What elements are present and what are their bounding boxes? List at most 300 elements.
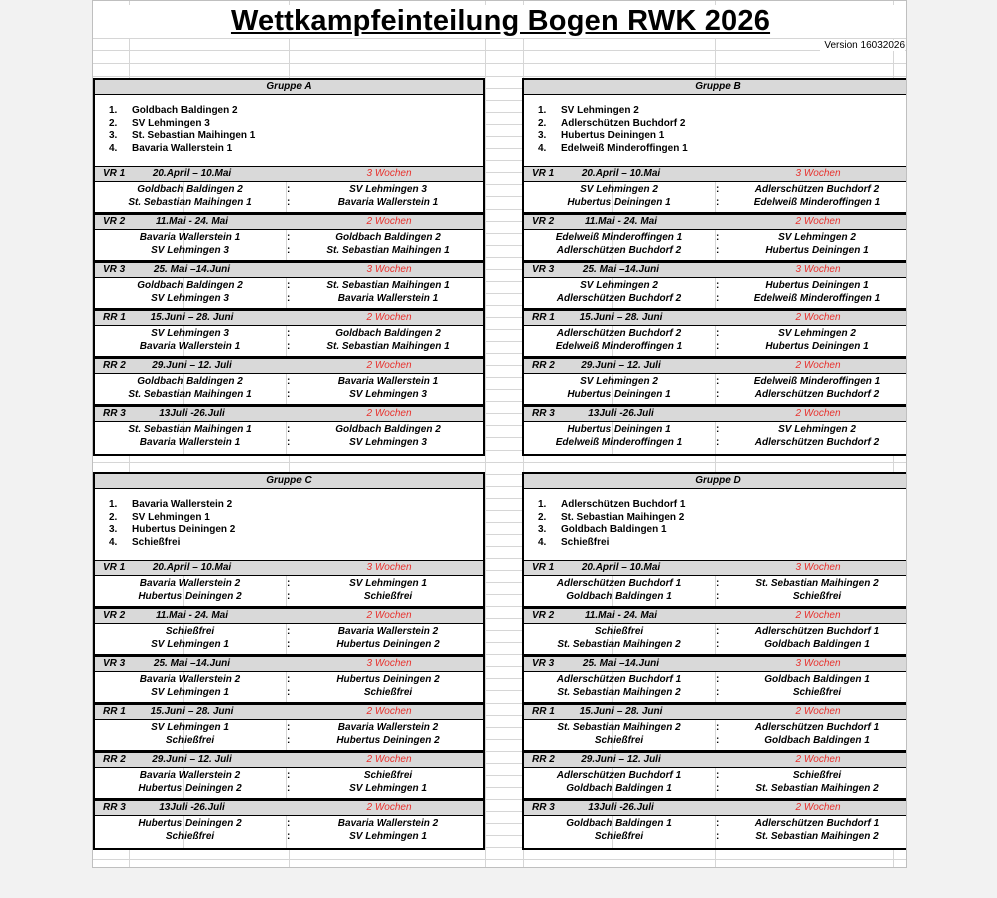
page-title: Wettkampfeinteilung Bogen RWK 2026 xyxy=(93,5,907,38)
round-header xyxy=(524,560,907,576)
team-list-item xyxy=(524,130,907,142)
round-header xyxy=(524,262,907,278)
round-label: VR 3 xyxy=(103,658,126,669)
round-label: VR 3 xyxy=(532,264,555,275)
home-team: Bavaria Wallerstein 1 xyxy=(139,232,241,243)
home-team: Hubertus Deiningen 2 xyxy=(138,591,242,602)
version-label: Version 16032026 xyxy=(820,40,905,51)
home-team: SV Lehmingen 2 xyxy=(580,280,658,291)
round-weeks: 2 Wochen xyxy=(795,802,841,813)
round-header xyxy=(95,608,483,624)
team-list-item xyxy=(524,537,907,549)
versus-separator: : xyxy=(716,424,720,435)
match-row xyxy=(95,721,483,734)
round-header xyxy=(524,214,907,230)
team-rank: 2. xyxy=(538,511,547,523)
match-row xyxy=(95,686,483,699)
away-team: SV Lehmingen 2 xyxy=(778,328,856,339)
home-team: Schießfrei xyxy=(165,831,215,842)
match-row xyxy=(95,292,483,305)
versus-separator: : xyxy=(716,197,720,208)
away-team: SV Lehmingen 3 xyxy=(349,389,427,400)
round-label: RR 1 xyxy=(532,312,555,323)
round-weeks: 3 Wochen xyxy=(795,264,841,275)
match-row xyxy=(95,734,483,747)
away-team: Schießfrei xyxy=(792,770,842,781)
round-weeks: 2 Wochen xyxy=(795,216,841,227)
match-row xyxy=(524,721,907,734)
team-rank: 3. xyxy=(538,130,547,141)
away-team: Hubertus Deiningen 2 xyxy=(336,735,440,746)
round-dates: 11.Mai - 24. Mai xyxy=(584,610,658,621)
versus-separator: : xyxy=(287,280,291,291)
home-team: Schießfrei xyxy=(594,626,644,637)
away-team: Schießfrei xyxy=(363,591,413,602)
match-row xyxy=(524,638,907,651)
versus-separator: : xyxy=(287,245,291,256)
match-row xyxy=(524,292,907,305)
home-team: Adlerschützen Buchdorf 2 xyxy=(556,245,682,256)
versus-separator: : xyxy=(287,639,291,650)
team-name: Edelweiß Minderoffingen 1 xyxy=(561,142,688,154)
versus-separator: : xyxy=(716,722,720,733)
home-team: Bavaria Wallerstein 2 xyxy=(139,770,241,781)
match-row xyxy=(524,327,907,340)
round-weeks: 3 Wochen xyxy=(366,264,412,275)
match-row xyxy=(524,817,907,830)
match-row xyxy=(524,830,907,843)
home-team: SV Lehmingen 3 xyxy=(151,293,229,304)
away-team: Goldbach Baldingen 2 xyxy=(335,328,441,339)
match-row xyxy=(524,183,907,196)
versus-separator: : xyxy=(716,578,720,589)
home-team: SV Lehmingen 2 xyxy=(580,376,658,387)
gridline-h xyxy=(93,859,907,860)
round-label: RR 2 xyxy=(103,360,126,371)
team-list-item xyxy=(95,105,483,117)
round-dates: 20.April – 10.Mai xyxy=(581,168,661,179)
round-weeks: 2 Wochen xyxy=(366,754,412,765)
versus-separator: : xyxy=(287,437,291,448)
away-team: Hubertus Deiningen 2 xyxy=(336,639,440,650)
versus-separator: : xyxy=(287,591,291,602)
round-header xyxy=(95,214,483,230)
away-team: St. Sebastian Maihingen 1 xyxy=(326,245,450,256)
versus-separator: : xyxy=(716,770,720,781)
match-row xyxy=(524,375,907,388)
gridline-h xyxy=(93,38,907,39)
round-label: RR 3 xyxy=(532,802,555,813)
home-team: Bavaria Wallerstein 2 xyxy=(139,674,241,685)
home-team: Bavaria Wallerstein 1 xyxy=(139,341,241,352)
round-dates: 29.Juni – 12. Juli xyxy=(152,360,232,371)
team-name: SV Lehmingen 1 xyxy=(132,511,210,523)
round-weeks: 2 Wochen xyxy=(366,360,412,371)
round-weeks: 2 Wochen xyxy=(366,706,412,717)
team-rank: 4. xyxy=(538,536,547,548)
home-team: SV Lehmingen 1 xyxy=(151,687,229,698)
versus-separator: : xyxy=(716,245,720,256)
versus-separator: : xyxy=(287,687,291,698)
home-team: St. Sebastian Maihingen 2 xyxy=(557,639,681,650)
away-team: Bavaria Wallerstein 1 xyxy=(337,293,439,304)
versus-separator: : xyxy=(716,389,720,400)
versus-separator: : xyxy=(716,735,720,746)
group-header: Gruppe D xyxy=(524,474,907,489)
home-team: Hubertus Deiningen 1 xyxy=(567,424,671,435)
round-label: RR 2 xyxy=(103,754,126,765)
match-row xyxy=(95,388,483,401)
away-team: SV Lehmingen 1 xyxy=(349,831,427,842)
team-list-item xyxy=(524,499,907,511)
round-label: RR 3 xyxy=(103,802,126,813)
round-label: VR 3 xyxy=(103,264,126,275)
round-weeks: 2 Wochen xyxy=(795,408,841,419)
round-dates: 25. Mai –14.Juni xyxy=(153,658,231,669)
team-name: Hubertus Deiningen 2 xyxy=(132,524,236,535)
versus-separator: : xyxy=(716,639,720,650)
round-weeks: 3 Wochen xyxy=(366,658,412,669)
team-name: St. Sebastian Maihingen 1 xyxy=(132,130,256,141)
away-team: Hubertus Deiningen 1 xyxy=(765,341,869,352)
round-header xyxy=(95,560,483,576)
home-team: SV Lehmingen 3 xyxy=(151,245,229,256)
away-team: Schießfrei xyxy=(792,687,842,698)
round-dates: 13Juli -26.Juli xyxy=(588,802,654,813)
away-team: Hubertus Deiningen 1 xyxy=(765,245,869,256)
round-weeks: 2 Wochen xyxy=(366,610,412,621)
group-table xyxy=(93,78,485,456)
away-team: SV Lehmingen 3 xyxy=(349,184,427,195)
round-label: VR 1 xyxy=(103,168,126,179)
round-header xyxy=(524,752,907,768)
team-rank: 4. xyxy=(538,142,547,154)
round-header xyxy=(95,752,483,768)
home-team: St. Sebastian Maihingen 1 xyxy=(128,197,252,208)
round-header xyxy=(524,166,907,182)
match-row xyxy=(524,244,907,257)
match-row xyxy=(95,577,483,590)
home-team: Hubertus Deiningen 1 xyxy=(567,389,671,400)
versus-separator: : xyxy=(287,674,291,685)
group-table xyxy=(522,78,907,456)
versus-separator: : xyxy=(287,424,291,435)
away-team: Bavaria Wallerstein 2 xyxy=(337,722,439,733)
round-weeks: 3 Wochen xyxy=(366,562,412,573)
versus-separator: : xyxy=(287,578,291,589)
team-name: Schießfrei xyxy=(561,536,610,548)
team-rank: 2. xyxy=(109,117,118,129)
away-team: St. Sebastian Maihingen 2 xyxy=(755,783,879,794)
round-dates: 25. Mai –14.Juni xyxy=(153,264,231,275)
home-team: St. Sebastian Maihingen 1 xyxy=(128,424,252,435)
gridline-h xyxy=(93,50,907,51)
match-row xyxy=(524,279,907,292)
team-list-item xyxy=(95,499,483,511)
match-row xyxy=(95,769,483,782)
team-rank: 3. xyxy=(538,524,547,535)
match-row xyxy=(524,196,907,209)
round-label: RR 3 xyxy=(532,408,555,419)
home-team: Adlerschützen Buchdorf 1 xyxy=(556,770,682,781)
team-list-item xyxy=(524,524,907,536)
round-label: RR 2 xyxy=(532,360,555,371)
home-team: SV Lehmingen 3 xyxy=(151,328,229,339)
round-weeks: 2 Wochen xyxy=(795,754,841,765)
versus-separator: : xyxy=(716,341,720,352)
team-list-item xyxy=(524,105,907,117)
versus-separator: : xyxy=(716,783,720,794)
spreadsheet-page xyxy=(92,0,907,868)
round-weeks: 3 Wochen xyxy=(366,168,412,179)
versus-separator: : xyxy=(716,687,720,698)
round-dates: 20.April – 10.Mai xyxy=(581,562,661,573)
round-header xyxy=(524,800,907,816)
match-row xyxy=(524,625,907,638)
match-row xyxy=(95,638,483,651)
versus-separator: : xyxy=(287,626,291,637)
versus-separator: : xyxy=(287,783,291,794)
home-team: Schießfrei xyxy=(165,626,215,637)
home-team: Adlerschützen Buchdorf 1 xyxy=(556,578,682,589)
round-label: VR 1 xyxy=(532,168,555,179)
away-team: Bavaria Wallerstein 2 xyxy=(337,626,439,637)
round-dates: 13Juli -26.Juli xyxy=(159,408,225,419)
home-team: SV Lehmingen 1 xyxy=(151,639,229,650)
team-rank: 3. xyxy=(109,524,118,535)
round-dates: 11.Mai - 24. Mai xyxy=(584,216,658,227)
round-header xyxy=(95,310,483,326)
round-label: RR 1 xyxy=(103,706,126,717)
team-list-item xyxy=(95,130,483,142)
versus-separator: : xyxy=(716,280,720,291)
versus-separator: : xyxy=(716,376,720,387)
round-dates: 29.Juni – 12. Juli xyxy=(152,754,232,765)
round-header xyxy=(524,310,907,326)
team-rank: 4. xyxy=(109,142,118,154)
team-list-item xyxy=(95,118,483,130)
team-rank: 1. xyxy=(538,499,547,510)
gridline-h xyxy=(93,462,907,463)
team-name: SV Lehmingen 3 xyxy=(132,117,210,129)
home-team: Goldbach Baldingen 2 xyxy=(137,376,243,387)
round-weeks: 3 Wochen xyxy=(795,658,841,669)
gridline-v xyxy=(485,1,486,868)
match-row xyxy=(95,423,483,436)
away-team: St. Sebastian Maihingen 1 xyxy=(326,341,450,352)
home-team: Goldbach Baldingen 1 xyxy=(566,591,672,602)
away-team: Edelweiß Minderoffingen 1 xyxy=(753,197,881,208)
match-row xyxy=(95,244,483,257)
match-row xyxy=(95,340,483,353)
away-team: Schießfrei xyxy=(363,770,413,781)
home-team: Goldbach Baldingen 1 xyxy=(566,783,672,794)
team-list-item xyxy=(95,537,483,549)
round-header xyxy=(524,656,907,672)
round-label: VR 2 xyxy=(103,610,126,621)
match-row xyxy=(524,231,907,244)
team-rank: 2. xyxy=(109,511,118,523)
home-team: Edelweiß Minderoffingen 1 xyxy=(555,437,683,448)
home-team: Schießfrei xyxy=(594,831,644,842)
match-row xyxy=(524,577,907,590)
home-team: Bavaria Wallerstein 2 xyxy=(139,578,241,589)
away-team: Adlerschützen Buchdorf 2 xyxy=(754,437,880,448)
away-team: Goldbach Baldingen 1 xyxy=(764,639,870,650)
home-team: Hubertus Deiningen 2 xyxy=(138,818,242,829)
round-dates: 29.Juni – 12. Juli xyxy=(581,360,661,371)
round-weeks: 2 Wochen xyxy=(795,312,841,323)
match-row xyxy=(95,590,483,603)
round-weeks: 2 Wochen xyxy=(795,610,841,621)
group-table xyxy=(522,472,907,850)
versus-separator: : xyxy=(716,674,720,685)
round-weeks: 3 Wochen xyxy=(795,562,841,573)
versus-separator: : xyxy=(287,184,291,195)
round-weeks: 2 Wochen xyxy=(366,408,412,419)
versus-separator: : xyxy=(287,722,291,733)
away-team: Goldbach Baldingen 1 xyxy=(764,674,870,685)
away-team: Adlerschützen Buchdorf 1 xyxy=(754,722,880,733)
team-list-item xyxy=(524,118,907,130)
away-team: Adlerschützen Buchdorf 1 xyxy=(754,626,880,637)
home-team: Hubertus Deiningen 2 xyxy=(138,783,242,794)
versus-separator: : xyxy=(287,735,291,746)
team-list-item xyxy=(95,512,483,524)
team-name: Adlerschützen Buchdorf 1 xyxy=(561,499,686,510)
match-row xyxy=(524,423,907,436)
round-header xyxy=(524,704,907,720)
round-label: RR 1 xyxy=(532,706,555,717)
round-weeks: 2 Wochen xyxy=(366,216,412,227)
match-row xyxy=(524,340,907,353)
versus-separator: : xyxy=(716,184,720,195)
away-team: Hubertus Deiningen 1 xyxy=(765,280,869,291)
home-team: Adlerschützen Buchdorf 2 xyxy=(556,328,682,339)
match-row xyxy=(524,686,907,699)
match-row xyxy=(95,673,483,686)
home-team: Goldbach Baldingen 2 xyxy=(137,184,243,195)
round-label: VR 1 xyxy=(532,562,555,573)
home-team: Adlerschützen Buchdorf 1 xyxy=(556,674,682,685)
match-row xyxy=(524,388,907,401)
group-header: Gruppe A xyxy=(95,80,483,95)
match-row xyxy=(524,590,907,603)
team-name: Bavaria Wallerstein 2 xyxy=(132,499,233,510)
team-rank: 1. xyxy=(109,499,118,510)
versus-separator: : xyxy=(287,232,291,243)
home-team: St. Sebastian Maihingen 1 xyxy=(128,389,252,400)
match-row xyxy=(95,279,483,292)
versus-separator: : xyxy=(716,328,720,339)
round-dates: 15.Juni – 28. Juni xyxy=(579,312,663,323)
round-label: VR 1 xyxy=(103,562,126,573)
home-team: Bavaria Wallerstein 1 xyxy=(139,437,241,448)
round-dates: 25. Mai –14.Juni xyxy=(582,658,660,669)
round-header xyxy=(95,262,483,278)
away-team: Goldbach Baldingen 1 xyxy=(764,735,870,746)
away-team: Adlerschützen Buchdorf 2 xyxy=(754,184,880,195)
away-team: Bavaria Wallerstein 1 xyxy=(337,376,439,387)
home-team: Goldbach Baldingen 2 xyxy=(137,280,243,291)
away-team: Hubertus Deiningen 2 xyxy=(336,674,440,685)
round-header xyxy=(95,358,483,374)
round-label: RR 3 xyxy=(103,408,126,419)
team-list-item xyxy=(524,512,907,524)
team-name: St. Sebastian Maihingen 2 xyxy=(561,511,685,523)
round-label: VR 2 xyxy=(103,216,126,227)
versus-separator: : xyxy=(716,591,720,602)
round-dates: 11.Mai - 24. Mai xyxy=(155,610,229,621)
round-dates: 25. Mai –14.Juni xyxy=(582,264,660,275)
home-team: St. Sebastian Maihingen 2 xyxy=(557,687,681,698)
home-team: St. Sebastian Maihingen 2 xyxy=(557,722,681,733)
home-team: Edelweiß Minderoffingen 1 xyxy=(555,341,683,352)
round-header xyxy=(95,704,483,720)
round-label: RR 2 xyxy=(532,754,555,765)
away-team: SV Lehmingen 2 xyxy=(778,232,856,243)
versus-separator: : xyxy=(287,376,291,387)
team-rank: 3. xyxy=(109,130,118,141)
round-weeks: 2 Wochen xyxy=(366,802,412,813)
away-team: Edelweiß Minderoffingen 1 xyxy=(753,376,881,387)
away-team: SV Lehmingen 1 xyxy=(349,783,427,794)
team-list-item xyxy=(524,143,907,155)
group-header: Gruppe B xyxy=(524,80,907,95)
match-row xyxy=(524,734,907,747)
round-header xyxy=(95,406,483,422)
team-name: Schießfrei xyxy=(132,536,181,548)
round-label: VR 2 xyxy=(532,216,555,227)
away-team: SV Lehmingen 2 xyxy=(778,424,856,435)
away-team: Goldbach Baldingen 2 xyxy=(335,232,441,243)
match-row xyxy=(95,375,483,388)
match-row xyxy=(95,183,483,196)
team-list-item xyxy=(95,524,483,536)
home-team: Schießfrei xyxy=(165,735,215,746)
match-row xyxy=(95,196,483,209)
round-weeks: 2 Wochen xyxy=(366,312,412,323)
round-dates: 13Juli -26.Juli xyxy=(588,408,654,419)
away-team: Adlerschützen Buchdorf 2 xyxy=(754,389,880,400)
away-team: Bavaria Wallerstein 1 xyxy=(337,197,439,208)
match-row xyxy=(524,769,907,782)
round-dates: 13Juli -26.Juli xyxy=(159,802,225,813)
round-dates: 20.April – 10.Mai xyxy=(152,168,232,179)
round-weeks: 3 Wochen xyxy=(795,168,841,179)
home-team: Hubertus Deiningen 1 xyxy=(567,197,671,208)
round-label: RR 1 xyxy=(103,312,126,323)
away-team: St. Sebastian Maihingen 2 xyxy=(755,831,879,842)
round-dates: 15.Juni – 28. Juni xyxy=(150,312,234,323)
match-row xyxy=(95,817,483,830)
round-header xyxy=(524,406,907,422)
home-team: Schießfrei xyxy=(594,735,644,746)
versus-separator: : xyxy=(287,831,291,842)
home-team: Goldbach Baldingen 1 xyxy=(566,818,672,829)
match-row xyxy=(95,625,483,638)
round-label: VR 2 xyxy=(532,610,555,621)
round-header xyxy=(95,166,483,182)
team-rank: 1. xyxy=(538,105,547,116)
team-rank: 4. xyxy=(109,536,118,548)
away-team: Schießfrei xyxy=(363,687,413,698)
home-team: Adlerschützen Buchdorf 2 xyxy=(556,293,682,304)
versus-separator: : xyxy=(287,328,291,339)
round-header xyxy=(95,800,483,816)
away-team: SV Lehmingen 3 xyxy=(349,437,427,448)
team-name: SV Lehmingen 2 xyxy=(561,105,639,116)
